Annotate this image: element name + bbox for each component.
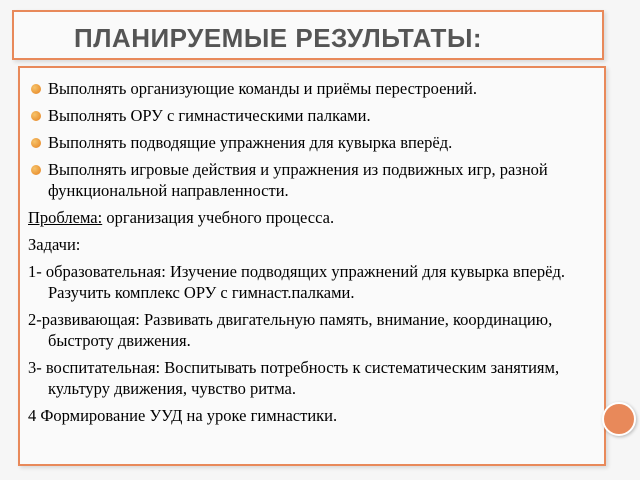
decorative-circle — [602, 402, 636, 436]
bullet-icon — [31, 165, 41, 175]
title-box — [12, 10, 604, 60]
results-list — [28, 78, 596, 201]
task-item: 2-развивающая: Развивать двигательную память, внимание, координацию, быстроту движения. — [28, 310, 553, 350]
task-item: 3- воспитательная: Воспитывать потребность к систематическим занятиям, культуру движения, чувство ритма. — [28, 358, 560, 398]
content-body — [28, 78, 596, 432]
list-item — [28, 132, 596, 153]
bullet-icon — [31, 84, 41, 94]
list-item-text: Выполнять ОРУ с гимнастическими палками. — [48, 106, 371, 125]
list-item-text: Выполнять подводящие упражнения для кувырка вперёд. — [48, 133, 453, 152]
problem-text: организация учебного процесса. — [102, 208, 335, 227]
list-item-text: Выполнять игровые действия и упражнения из подвижных игр, разной функциональной направленности. — [48, 160, 548, 200]
task-item: 4 Формирование УУД на уроке гимнастики. — [28, 406, 338, 425]
list-item-text: Выполнять организующие команды и приёмы перестроений. — [48, 79, 478, 98]
slide-title: ПЛАНИРУЕМЫЕ РЕЗУЛЬТАТЫ: — [74, 23, 483, 53]
task-item: 1- образовательная: Изучение подводящих упражнений для кувырка вперёд. Разучить комплекс ОРУ с гимнаст.палками. — [28, 262, 565, 302]
content-box — [18, 66, 606, 466]
problem-line — [28, 207, 596, 228]
bullet-icon — [31, 138, 41, 148]
list-item — [28, 159, 596, 201]
bullet-icon — [31, 111, 41, 121]
problem-label: Проблема: — [28, 208, 103, 227]
tasks-heading: Задачи: — [28, 235, 81, 254]
list-item — [28, 78, 596, 99]
list-item — [28, 105, 596, 126]
